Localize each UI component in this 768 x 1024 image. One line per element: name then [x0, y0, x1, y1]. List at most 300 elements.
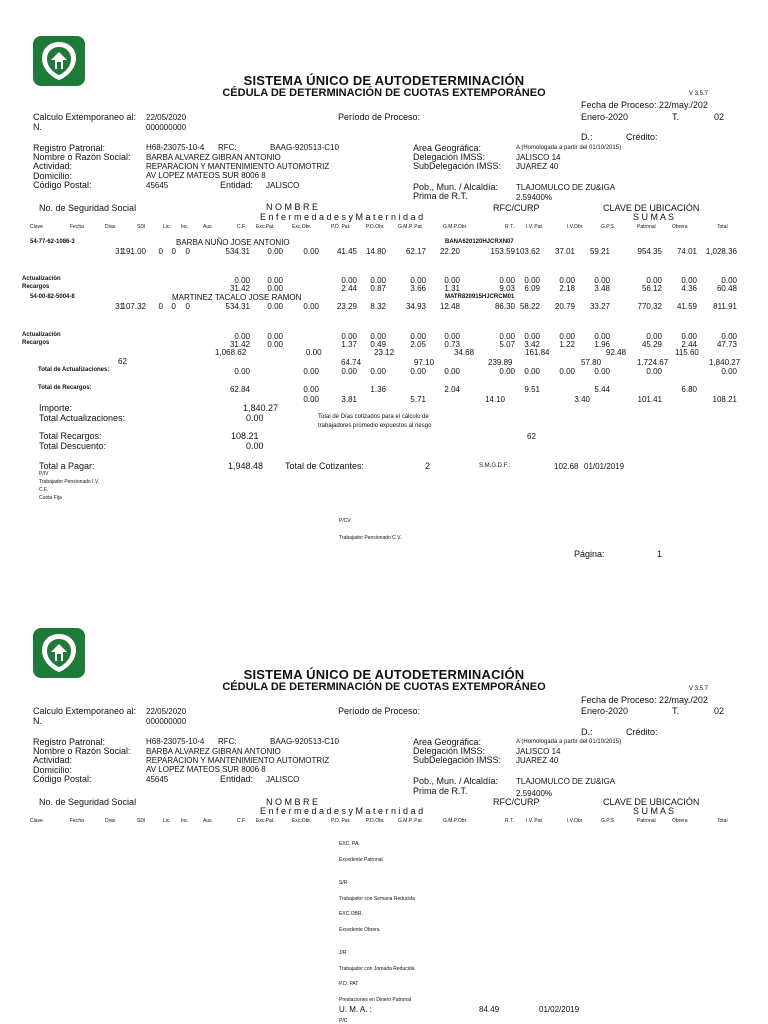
periodo-label: Período de Proceso:	[338, 112, 421, 122]
worker-1-rec-label: Recargos	[22, 284, 50, 290]
worker-2-row-cell: 811.91	[713, 302, 737, 311]
worker-2-row-cell: 107.32	[121, 302, 146, 311]
entidad-label: Entidad:	[220, 180, 254, 190]
credito-label: Crédito:	[626, 132, 658, 142]
worker-2-row-cell: 0.00	[303, 302, 319, 311]
n-label: N.	[33, 716, 42, 726]
sum-cf: 1,068.62	[215, 348, 247, 357]
fecha-proceso: Fecha de Proceso: 22/may./202	[581, 695, 708, 705]
legend-excobr: EXC.OBR.	[339, 911, 363, 917]
total-act-cell: 0.00	[234, 367, 250, 376]
worker-2-rec-cell: 1.96	[594, 340, 610, 349]
enf-header: E n f e r m e d a d e s y M a t e r n i d a d	[260, 212, 424, 222]
worker-1-curp: BANA620120HJCRXN07	[445, 239, 514, 245]
worker-1-rec-cell: 0.87	[370, 284, 386, 293]
col-excobr: Exc.Obr.	[292, 224, 312, 230]
prima-label: Prima de R.T.	[413, 786, 468, 796]
col-ivobr: I.V.Obr	[567, 224, 583, 230]
nombre-header: N O M B R E	[266, 202, 319, 212]
worker-1-row-cell: 0	[171, 247, 176, 256]
total-act-cell: 0.00	[410, 367, 426, 376]
col-obrera: Obrera	[672, 818, 688, 824]
domicilio-label: Domicilio:	[33, 171, 73, 181]
col-pdobr: P.D.Obr.	[366, 818, 385, 824]
pob-value: TLAJOMULCO DE ZU&IGA	[516, 777, 616, 786]
total-rec-b-cell: 5.71	[410, 395, 426, 404]
t-value: 02	[714, 112, 725, 122]
col-lic: Lic.	[163, 224, 171, 230]
dias-value: 62	[527, 432, 536, 441]
area-label: Area Geográfica:	[413, 737, 482, 747]
total-cotizantes-value: 2	[425, 461, 431, 471]
worker-1-act-cell: 0.00	[410, 276, 426, 285]
total-rec-a-cell: 5.44	[594, 385, 610, 394]
sum-ivobr: 57.80	[581, 358, 602, 367]
sum-ivpat: 161.84	[525, 348, 550, 357]
sum-excobr: 0.00	[306, 348, 322, 357]
dias-text-2: trabajadores promedio expuestos al riesgo	[318, 423, 432, 429]
entidad-value: JALISCO	[266, 181, 300, 190]
actividad-value: REPARACION Y MANTENIMIENTO AUTOMOTRIZ	[146, 756, 330, 765]
total-actualizaciones-value: 0.00	[246, 413, 264, 423]
worker-1-rec-cell: 2.18	[559, 284, 575, 293]
uma-label: U. M. A. :	[339, 1005, 372, 1014]
worker-2-row-cell: 534.31	[225, 302, 250, 311]
worker-1-act-cell: 0.00	[444, 276, 460, 285]
worker-2-act-label: Actualización	[22, 332, 61, 338]
worker-2-rec-cell: 31.42	[229, 340, 250, 349]
worker-2-row-cell: 23.29	[336, 302, 357, 311]
worker-2-rec-cell: 2.05	[410, 340, 426, 349]
total-rec-b-cell: 3.81	[341, 395, 357, 404]
legend-jr: J/R	[339, 950, 347, 956]
area-value: A (Homologada a partir del 01/10/2015)	[516, 145, 622, 151]
total-rec-label: Total de Recargos:	[38, 385, 92, 391]
periodo-label: Período de Proceso:	[338, 706, 421, 716]
periodo-value: Enero-2020	[581, 112, 629, 122]
worker-1-act-cell: 0.00	[499, 276, 515, 285]
sumas-header: S U M A S	[633, 806, 675, 816]
worker-1-row-cell: 0	[185, 247, 190, 256]
worker-1-row-cell: 0.00	[303, 247, 319, 256]
legend-piv-desc: Trabajador Pensionado I.V.	[39, 479, 100, 485]
worker-1-row-cell: 954.35	[637, 247, 662, 256]
total-rec-b-cell: 14.10	[484, 395, 505, 404]
col-dias: Días	[105, 224, 116, 230]
nss-header: No. de Seguridad Social	[39, 203, 137, 213]
entidad-label: Entidad:	[220, 774, 254, 784]
legend-pc: P/C	[339, 1018, 348, 1024]
worker-2-row-cell: 8.32	[370, 302, 386, 311]
worker-2-act-cell: 0.00	[559, 332, 575, 341]
nombre-value: BARBA ALVAREZ GIBRAN ANTONIO	[146, 747, 281, 756]
worker-1-act-cell: 0.00	[267, 276, 283, 285]
worker-1-act-cell: 0.00	[341, 276, 357, 285]
col-dias: Días	[105, 818, 116, 824]
nombre-value: BARBA ALVAREZ GIBRAN ANTONIO	[146, 153, 281, 162]
worker-2-rec-cell: 3.42	[524, 340, 540, 349]
total-act-cell: 0.00	[721, 367, 737, 376]
legend-piv: P/IV	[39, 471, 49, 477]
cp-label: Código Postal:	[33, 180, 92, 190]
calc-label: Calculo Extemporaneo al:	[33, 706, 137, 716]
dias-text-1: Total de Días cotizados para el cálculo de	[318, 414, 429, 420]
col-gps: G.P.S.	[601, 224, 616, 230]
periodo-value: Enero-2020	[581, 706, 629, 716]
d-label: D.:	[581, 132, 593, 142]
delegacion-label: Delegación IMSS:	[413, 746, 486, 756]
worker-1-rec-cell: 0.00	[267, 284, 283, 293]
calc-date: 22/05/2020	[146, 113, 187, 122]
fecha-proceso: Fecha de Proceso: 22/may./202	[581, 100, 708, 110]
delegacion-value: JALISCO 14	[516, 153, 561, 162]
worker-2-row-cell: 41.59	[676, 302, 697, 311]
rfc-curp-header: RFC/CURP	[493, 203, 540, 213]
uma-value: 84.49	[479, 1005, 500, 1014]
total-rec-a-cell: 1.36	[370, 385, 386, 394]
total-pagar-value: 1,948.48	[228, 461, 264, 471]
n-value: 000000000	[146, 123, 187, 132]
col-inc: Inc.	[181, 224, 190, 230]
worker-1-act-cell: 0.00	[646, 276, 662, 285]
worker-1-act-cell: 0.00	[681, 276, 697, 285]
page-subtitle: CÉDULA DE DETERMINACIÓN DE CUOTAS EXTEMPORÁNEO	[222, 87, 546, 99]
legend-excobr-desc: Excedente Obrera	[339, 927, 380, 933]
worker-1-act-cell: 0.00	[594, 276, 610, 285]
calc-date: 22/05/2020	[146, 707, 187, 716]
worker-2-act-cell: 0.00	[499, 332, 515, 341]
col-excpat: Exc.Pat.	[256, 224, 275, 230]
nombre-label: Nombre o Razón Social:	[33, 746, 131, 756]
worker-2-act-cell: 0.00	[646, 332, 662, 341]
worker-1-row-cell: 534.31	[225, 247, 250, 256]
worker-2-curp: MATR820915HJCRCM01	[445, 294, 515, 300]
col-cf: C.F.	[237, 818, 246, 824]
registro-label: Registro Patronal:	[33, 143, 106, 153]
total-act-cell: 0.00	[559, 367, 575, 376]
subdelegacion-label: SubDelegación IMSS:	[413, 755, 502, 765]
col-fecha: Fecha	[70, 818, 84, 824]
legend-sr: S/R	[339, 880, 348, 886]
worker-1-act-cell: 0.00	[559, 276, 575, 285]
total-rec-b-cell: 0.00	[303, 395, 319, 404]
col-ivpat: I.V. Pat.	[526, 818, 544, 824]
cp-label: Código Postal:	[33, 774, 92, 784]
col-sdi: SDI	[137, 224, 146, 230]
total-descuento-value: 0.00	[246, 441, 264, 451]
worker-1-row-cell: 0	[158, 247, 163, 256]
legend-excpa: EXC. PA.	[339, 841, 360, 847]
total-act-cell: 0.00	[444, 367, 460, 376]
worker-2-act-cell: 0.00	[681, 332, 697, 341]
delegacion-label: Delegación IMSS:	[413, 152, 486, 162]
total-act-cell: 0.00	[341, 367, 357, 376]
legend-excpa-desc: Excedente Patronal	[339, 857, 383, 863]
rfc-value: BAAG-920513-C10	[270, 143, 339, 152]
worker-2-act-cell: 0.00	[444, 332, 460, 341]
area-value: A (Homologada a partir del 01/10/2015)	[516, 739, 622, 745]
sum-gmppat: 97.10	[414, 358, 435, 367]
nombre-header: N O M B R E	[266, 797, 319, 807]
worker-1-act-cell: 0.00	[524, 276, 540, 285]
page-subtitle: CÉDULA DE DETERMINACIÓN DE CUOTAS EXTEMPORÁNEO	[222, 681, 546, 693]
col-aus: Aus.	[203, 818, 214, 824]
worker-1-name: BARBA NUÑO JOSE ANTONIO	[176, 238, 290, 247]
col-gmppat: G.M.P. Pat.	[398, 224, 424, 230]
sum-pdobr: 23.12	[374, 348, 395, 357]
worker-1-act-cell: 0.00	[721, 276, 737, 285]
worker-2-rec-cell: 0.00	[267, 340, 283, 349]
subdelegacion-label: SubDelegación IMSS:	[413, 161, 502, 171]
page-title: SISTEMA ÚNICO DE AUTODETERMINACIÓN	[243, 667, 525, 682]
total-cotizantes-label: Total de Cotizantes:	[285, 461, 365, 471]
worker-2-rec-cell: 2.44	[681, 340, 697, 349]
total-act-cell: 0.00	[303, 367, 319, 376]
worker-1-row-cell: 191.00	[121, 247, 146, 256]
col-pdpat: P.D. Pat.	[331, 224, 351, 230]
calc-label: Calculo Extemporaneo al:	[33, 112, 137, 122]
sum-obr: 115.60	[675, 348, 699, 357]
total-rec-b-cell: 3.40	[574, 395, 590, 404]
rfc-value: BAAG-920513-C10	[270, 737, 339, 746]
legend-sr-desc: Trabajador con Semana Reducida	[339, 896, 415, 902]
t-label: T.	[672, 112, 680, 122]
worker-2-act-cell: 0.00	[341, 332, 357, 341]
worker-2-act-cell: 0.00	[524, 332, 540, 341]
worker-2-nss: 54-00-82-5004-8	[30, 294, 75, 300]
worker-2-row-cell: 34.93	[405, 302, 426, 311]
worker-1-rec-cell: 6.09	[524, 284, 540, 293]
col-clave: Clave	[30, 818, 43, 824]
total-pagar-label: Total a Pagar:	[39, 461, 95, 471]
total-act-cell: 0.00	[524, 367, 540, 376]
entidad-value: JALISCO	[266, 775, 300, 784]
worker-2-row-cell: 12.48	[439, 302, 460, 311]
worker-1-row-cell: 103.62	[515, 247, 540, 256]
legend-pdpat: P.D. PAT	[339, 981, 359, 987]
sum-pat: 1,724.67	[637, 358, 669, 367]
worker-1-act-label: Actualización	[22, 276, 61, 282]
rfc-label: RFC:	[218, 737, 237, 746]
worker-2-rec-cell: 1.22	[559, 340, 575, 349]
col-clave: Clave	[30, 224, 43, 230]
col-cf: C.F.	[237, 224, 246, 230]
pob-label: Pob., Mun. / Alcaldía:	[413, 182, 499, 192]
legend-jr-desc: Trabajador con Jornada Reducida	[339, 966, 415, 972]
col-excobr: Exc.Obr.	[292, 818, 312, 824]
domicilio-value: AV LOPEZ MATEOS SUR 8006 8	[146, 765, 266, 774]
worker-1-row-cell: 1,028.36	[705, 247, 737, 256]
worker-1-row-cell: 37.01	[554, 247, 575, 256]
cp-value: 45645	[146, 775, 169, 784]
registro-label: Registro Patronal:	[33, 737, 106, 747]
col-ivobr: I.V.Obr	[567, 818, 583, 824]
total-descuento-label: Total Descuento:	[39, 441, 107, 451]
legend-pcv-desc: Trabajador Pensionado C.V.	[339, 535, 402, 541]
worker-1-rec-cell: 56.12	[641, 284, 662, 293]
worker-1-rec-cell: 3.48	[594, 284, 610, 293]
worker-2-act-cell: 0.00	[594, 332, 610, 341]
worker-2-name: MARTINEZ TACALO JOSE RAMON	[172, 293, 302, 302]
worker-2-rec-cell: 47.73	[716, 340, 737, 349]
worker-2-rec-label: Recargos	[22, 340, 50, 346]
total-rec-a-cell: 9.51	[524, 385, 540, 394]
worker-1-act-cell: 0.00	[370, 276, 386, 285]
sum-total: 1,840.27	[709, 358, 741, 367]
credito-label: Crédito:	[626, 727, 658, 737]
col-patronal: Patronal	[637, 224, 656, 230]
nss-header: No. de Seguridad Social	[39, 797, 137, 807]
delegacion-value: JALISCO 14	[516, 747, 561, 756]
total-rec-a-cell: 6.80	[681, 385, 697, 394]
clave-header: CLAVE DE UBICACIÓN	[603, 203, 700, 213]
legend-cf-desc: Cuota Fija	[39, 495, 62, 501]
rfc-curp-header: RFC/CURP	[493, 797, 540, 807]
worker-1-row-cell: 31	[115, 247, 124, 256]
total-rec-a-cell: 62.84	[229, 385, 250, 394]
n-value: 000000000	[146, 717, 187, 726]
worker-1-row-cell: 22.20	[439, 247, 460, 256]
total-act-label: Total de Actualizaciones:	[38, 367, 110, 373]
worker-2-rec-cell: 5.07	[499, 340, 515, 349]
d-label: D.:	[581, 727, 593, 737]
worker-2-row-cell: 58.22	[519, 302, 540, 311]
col-gmpobr: G.M.P.Obr.	[443, 224, 468, 230]
worker-2-rec-cell: 0.49	[370, 340, 386, 349]
domicilio-label: Domicilio:	[33, 765, 73, 775]
pagina-value: 1	[657, 549, 663, 559]
prima-value: 2.59400%	[516, 789, 553, 798]
worker-1-rec-cell: 1.31	[444, 284, 460, 293]
version-label: V 3.5.7	[689, 91, 709, 97]
total-act-cell: 0.00	[370, 367, 386, 376]
t-label: T.	[672, 706, 680, 716]
worker-2-act-cell: 0.00	[721, 332, 737, 341]
worker-1-rec-cell: 9.03	[499, 284, 515, 293]
worker-1-act-cell: 0.00	[234, 276, 250, 285]
actividad-label: Actividad:	[33, 755, 73, 765]
sum-gps: 92.48	[606, 348, 627, 357]
rfc-label: RFC:	[218, 143, 237, 152]
col-gmppat: G.M.P. Pat.	[398, 818, 424, 824]
total-recargos-value: 108.21	[231, 431, 259, 441]
area-label: Area Geográfica:	[413, 143, 482, 153]
legend-cf: C.F.	[39, 487, 48, 493]
total-rec-a-cell: 2.04	[444, 385, 460, 394]
worker-2-act-cell: 0.00	[410, 332, 426, 341]
col-sdi: SDI	[137, 818, 146, 824]
total-act-cell: 0.00	[646, 367, 662, 376]
worker-2-row-cell: 0	[158, 302, 163, 311]
version-label: V 3.5.7	[689, 686, 709, 692]
worker-2-row-cell: 20.79	[554, 302, 575, 311]
col-inc: Inc.	[181, 818, 190, 824]
total-rec-b-cell: 101.41	[637, 395, 662, 404]
registro-value: H68-23075-10-4	[146, 143, 205, 152]
sum-days: 62	[118, 357, 127, 366]
col-total: Total	[717, 224, 728, 230]
worker-1-row-cell: 59.21	[589, 247, 610, 256]
actividad-label: Actividad:	[33, 161, 73, 171]
subdelegacion-value: JUAREZ 40	[516, 756, 559, 765]
col-lic: Lic.	[163, 818, 171, 824]
col-pdobr: P.D.Obr.	[366, 224, 385, 230]
col-gps: G.P.S.	[601, 818, 616, 824]
col-rt: R.T.	[505, 818, 514, 824]
total-rec-a-cell: 0.00	[303, 385, 319, 394]
col-ivpat: I.V. Pat.	[526, 224, 544, 230]
worker-1-row-cell: 0.00	[267, 247, 283, 256]
worker-1-rec-cell: 4.36	[681, 284, 697, 293]
worker-1-row-cell: 74.01	[676, 247, 697, 256]
sum-pdpat: 64.74	[341, 358, 362, 367]
importe-value: 1,840.27	[243, 403, 279, 413]
worker-1-rec-cell: 31.42	[229, 284, 250, 293]
col-fecha: Fecha	[70, 224, 84, 230]
worker-2-row-cell: 31	[115, 302, 124, 311]
worker-2-rec-cell: 1.37	[341, 340, 357, 349]
sum-gmpobr: 34.68	[454, 348, 475, 357]
worker-1-nss: 54-77-62-1086-3	[30, 239, 75, 245]
legend-pcv: P/CV	[339, 518, 351, 524]
worker-2-row-cell: 0.00	[267, 302, 283, 311]
t-value: 02	[714, 706, 725, 716]
pob-value: TLAJOMULCO DE ZU&IGA	[516, 183, 616, 192]
smgdf-label: S.M.G.D.F.:	[479, 463, 511, 469]
total-act-cell: 0.00	[499, 367, 515, 376]
col-pdpat: P.D. Pat.	[331, 818, 351, 824]
worker-1-rec-cell: 2.44	[341, 284, 357, 293]
nombre-label: Nombre o Razón Social:	[33, 152, 131, 162]
total-recargos-label: Total Recargos:	[39, 431, 102, 441]
total-act-cell: 0.00	[594, 367, 610, 376]
worker-2-row-cell: 0	[185, 302, 190, 311]
sumas-header: S U M A S	[633, 212, 675, 222]
col-patronal: Patronal	[637, 818, 656, 824]
pob-label: Pob., Mun. / Alcaldía:	[413, 776, 499, 786]
subdelegacion-value: JUAREZ 40	[516, 162, 559, 171]
col-aus: Aus.	[203, 224, 214, 230]
cp-value: 45645	[146, 181, 169, 190]
worker-2-row-cell: 0	[171, 302, 176, 311]
col-rt: R.T.	[505, 224, 514, 230]
page-title: SISTEMA ÚNICO DE AUTODETERMINACIÓN	[243, 73, 525, 88]
legend-pdpat-desc: Prestaciones en Dinero Patronal	[339, 997, 411, 1003]
col-total: Total	[717, 818, 728, 824]
worker-1-rec-cell: 60.48	[716, 284, 737, 293]
n-label: N.	[33, 122, 42, 132]
col-obrera: Obrera	[672, 224, 688, 230]
worker-1-row-cell: 14.80	[365, 247, 386, 256]
prima-label: Prima de R.T.	[413, 191, 468, 201]
worker-1-row-cell: 153.59	[490, 247, 515, 256]
total-actualizaciones-label: Total Actualizaciones:	[39, 413, 126, 423]
worker-2-row-cell: 33.27	[589, 302, 610, 311]
actividad-value: REPARACION Y MANTENIMIENTO AUTOMOTRIZ	[146, 162, 330, 171]
registro-value: H68-23075-10-4	[146, 737, 205, 746]
worker-2-act-cell: 0.00	[267, 332, 283, 341]
worker-2-row-cell: 770.32	[637, 302, 662, 311]
worker-2-act-cell: 0.00	[370, 332, 386, 341]
worker-1-row-cell: 41.45	[336, 247, 357, 256]
pagina-label: Página:	[574, 549, 605, 559]
col-excpat: Exc.Pat.	[256, 818, 275, 824]
worker-2-row-cell: 86.30	[494, 302, 515, 311]
uma-date: 01/02/2019	[539, 1005, 580, 1014]
worker-2-rec-cell: 0.73	[444, 340, 460, 349]
smgdf-value: 102.68	[554, 462, 579, 471]
clave-header: CLAVE DE UBICACIÓN	[603, 797, 700, 807]
